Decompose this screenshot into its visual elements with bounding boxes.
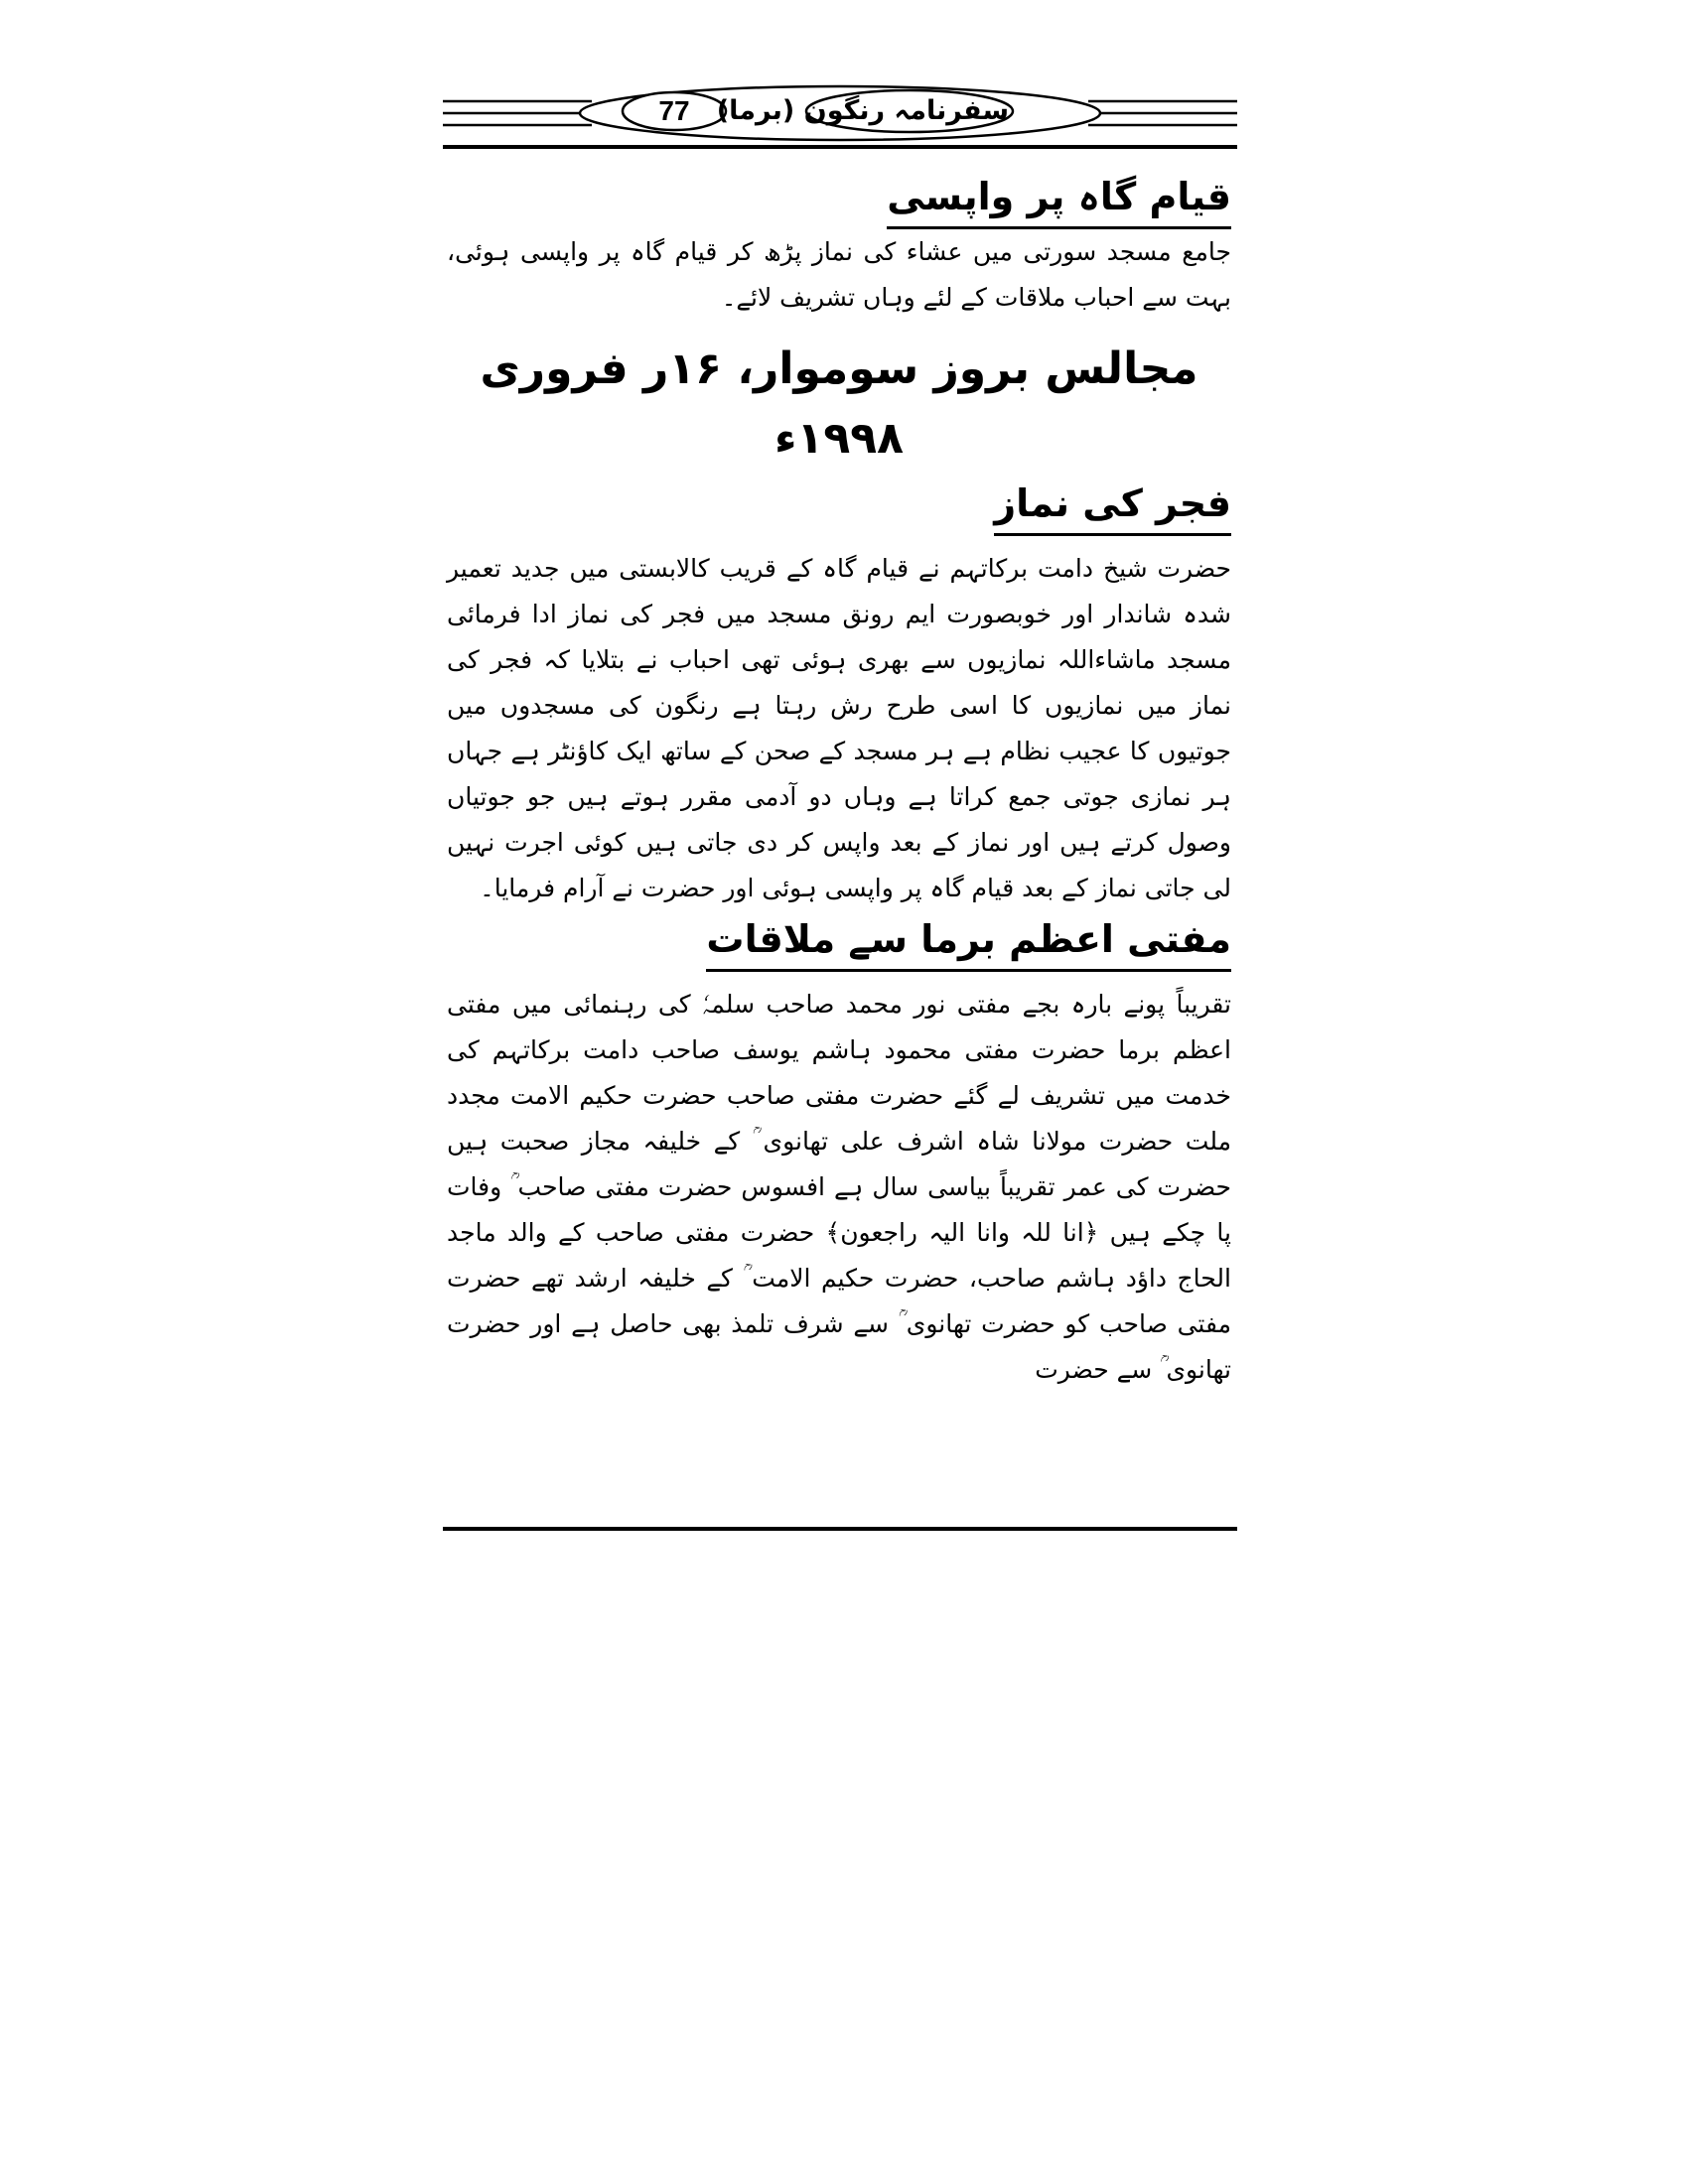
section-paragraph: حضرت شیخ دامت برکاتہم نے قیام گاہ کے قریب کالابستی میں جدید تعمیر شدہ شاندار اور خوبصورت ایم رونق مسجد میں فجر کی نماز ادا فرمائی مسجد ماشاءاللہ نمازیوں سے بھری ہوئی تھی احباب نے بتلایا کہ فجر کی نماز میں نمازیوں کا اسی طرح رش رہتا ہے رنگون کی مسجدوں میں جوتیوں کا عجیب نظام ہے ہر مسجد کے صحن کے ساتھ ایک کاؤنٹر ہے جہاں ہر نمازی جوتی جمع کراتا ہے وہاں دو آدمی مقرر ہوتے ہیں جو جوتیاں وصول کرتے ہیں اور نماز کے بعد واپس کر دی جاتی ہیں کوئی اجرت نہیں لی جاتی نماز کے بعد قیام گاہ پر واپسی ہوئی اور حضرت نے آرام فرمایا۔	[447, 554, 1231, 902]
running-title: سفرنامہ رنگون (برما)	[716, 95, 1009, 126]
section-paragraph: جامع مسجد سورتی میں عشاء کی نماز پڑھ کر قیام گاہ پر واپسی ہوئی، بہت سے احباب ملاقات کے لئے وہاں تشریف لائے۔	[447, 237, 1231, 312]
page-header	[443, 83, 1237, 149]
section-heading	[447, 476, 1231, 536]
page-number: 77	[658, 95, 690, 126]
section-heading	[447, 169, 1231, 229]
section-heading	[447, 911, 1231, 972]
heading-text: مفتی اعظم برما سے ملاقات	[706, 911, 1231, 972]
section-paragraph: تقریباً پونے بارہ بجے مفتی نور محمد صاحب سلمہٗ کی رہنمائی میں مفتی اعظم برما حضرت مفتی محمود ہاشم یوسف صاحب دامت برکاتہم کی خدمت میں تشریف لے گئے حضرت مفتی صاحب حضرت حکیم الامت مجدد ملت حضرت مولانا شاہ اشرف علی تھانوی ؒ کے خلیفہ مجاز صحبت ہیں حضرت کی عمر تقریباً بیاسی سال ہے افسوس حضرت مفتی صاحب ؒ وفات پا چکے ہیں ﴿انا للہ وانا الیہ راجعون﴾ حضرت مفتی صاحب کے والد ماجد الحاج داؤد ہاشم صاحب، حضرت حکیم الامت ؒ کے خلیفہ ارشد تھے حضرت مفتی صاحب کو حضرت تھانوی ؒ سے شرف تلمذ بھی حاصل ہے اور حضرت تھانوی ؒ سے حضرت	[447, 990, 1231, 1384]
majalis-date-heading: مجالس بروز سوموار، ۱۶ر فروری ۱۹۹۸ء	[480, 343, 1198, 464]
page-content	[447, 169, 1231, 1393]
footer-rule	[443, 1527, 1237, 1531]
header-rule	[443, 145, 1237, 149]
heading-text: قیام گاہ پر واپسی	[887, 169, 1231, 229]
heading-text: فجر کی نماز	[994, 476, 1231, 536]
